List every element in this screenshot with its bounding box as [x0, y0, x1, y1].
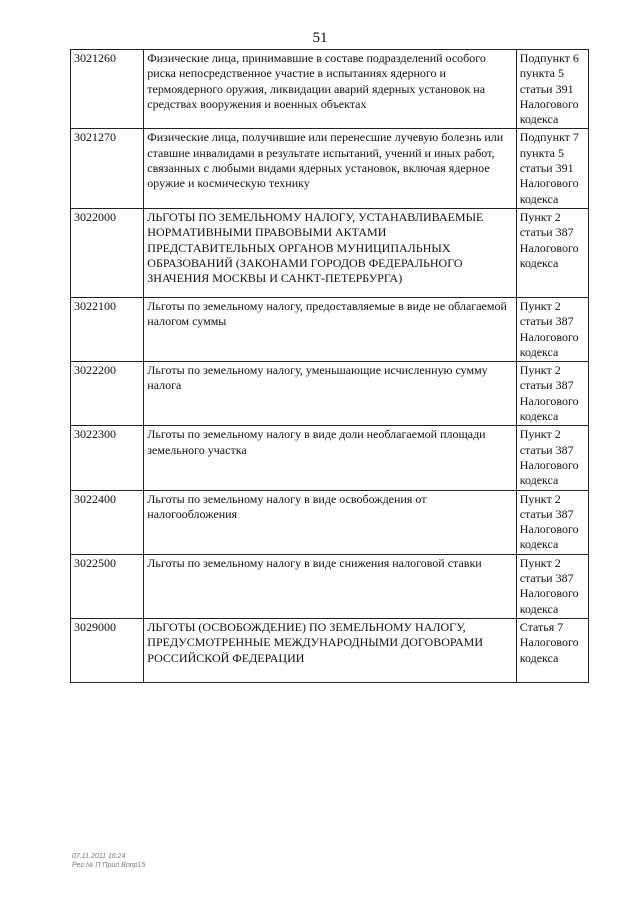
table-row — [71, 490, 589, 554]
table-row — [71, 618, 589, 682]
tax-code-reference: Статья 7 Налогового кодекса — [516, 618, 588, 682]
table-row — [71, 297, 589, 361]
footer-line: Рег.№ П Прил.Вопр15 — [72, 862, 146, 869]
footer-line: 07.11.2011 16:24 — [72, 853, 126, 860]
tax-code-reference: Пункт 2 статьи 387 Налогового кодекса — [516, 490, 588, 554]
table-row — [71, 208, 589, 297]
document-footer-stamp — [72, 852, 145, 870]
table-row — [71, 129, 589, 208]
table-row — [71, 50, 589, 129]
benefit-codes-table — [70, 49, 589, 683]
benefit-description: Льготы по земельному налогу, уменьшающие исчисленную сумму налога — [144, 362, 516, 426]
benefit-code: 3022300 — [71, 426, 144, 490]
benefit-description: Льготы по земельному налогу, предоставляемые в виде не облагаемой налогом суммы — [144, 297, 516, 361]
benefit-description: Физические лица, принимавшие в составе подразделений особого риска непосредственное участие в испытаниях ядерного и термоядерного оружия, ликвидации аварий ядерных установок на средствах вооружения и военных объектах — [144, 50, 516, 129]
tax-code-reference: Пункт 2 статьи 387 Налогового кодекса — [516, 554, 588, 618]
tax-code-reference: Пункт 2 статьи 387 Налогового кодекса — [516, 426, 588, 490]
benefit-description: Физические лица, получившие или перенесшие лучевую болезнь или ставшие инвалидами в результате испытаний, учений и иных работ, связанных с любыми видами ядерных установок, включая ядерное оружие и космическую технику — [144, 129, 516, 208]
tax-code-reference: Подпункт 7 пункта 5 статьи 391 Налогового кодекса — [516, 129, 588, 208]
benefit-description: ЛЬГОТЫ ПО ЗЕМЕЛЬНОМУ НАЛОГУ, УСТАНАВЛИВАЕМЫЕ НОРМАТИВНЫМИ ПРАВОВЫМИ АКТАМИ ПРЕДСТАВИТЕЛЬНЫХ ОРГАНОВ МУНИЦИПАЛЬНЫХ ОБРАЗОВАНИЙ (ЗАКОНАМИ ГОРОДОВ ФЕДЕРАЛЬНОГО ЗНАЧЕНИЯ МОСКВЫ И САНКТ-ПЕТЕРБУРГА) — [144, 208, 516, 297]
page-number: 51 — [312, 30, 328, 46]
benefit-code: 3021260 — [71, 50, 144, 129]
tax-code-reference: Пункт 2 статьи 387 Налогового кодекса — [516, 297, 588, 361]
benefit-description: Льготы по земельному налогу в виде доли необлагаемой площади земельного участка — [144, 426, 516, 490]
table-row — [71, 362, 589, 426]
tax-code-reference: Пункт 2 статьи 387 Налогового кодекса — [516, 362, 588, 426]
tax-code-reference: Пункт 2 статьи 387 Налогового кодекса — [516, 208, 588, 297]
benefit-code: 3022100 — [71, 297, 144, 361]
benefit-description: Льготы по земельному налогу в виде снижения налоговой ставки — [144, 554, 516, 618]
benefit-code: 3029000 — [71, 618, 144, 682]
benefit-description: ЛЬГОТЫ (ОСВОБОЖДЕНИЕ) ПО ЗЕМЕЛЬНОМУ НАЛОГУ, ПРЕДУСМОТРЕННЫЕ МЕЖДУНАРОДНЫМИ ДОГОВОРАМИ РОССИЙСКОЙ ФЕДЕРАЦИИ — [144, 618, 516, 682]
table-row — [71, 554, 589, 618]
benefit-code: 3022000 — [71, 208, 144, 297]
benefit-code: 3022500 — [71, 554, 144, 618]
tax-code-reference: Подпункт 6 пункта 5 статьи 391 Налогового кодекса — [516, 50, 588, 129]
benefit-code: 3022400 — [71, 490, 144, 554]
benefit-code: 3021270 — [71, 129, 144, 208]
table-row — [71, 426, 589, 490]
benefit-code: 3022200 — [71, 362, 144, 426]
benefit-description: Льготы по земельному налогу в виде освобождения от налогообложения — [144, 490, 516, 554]
